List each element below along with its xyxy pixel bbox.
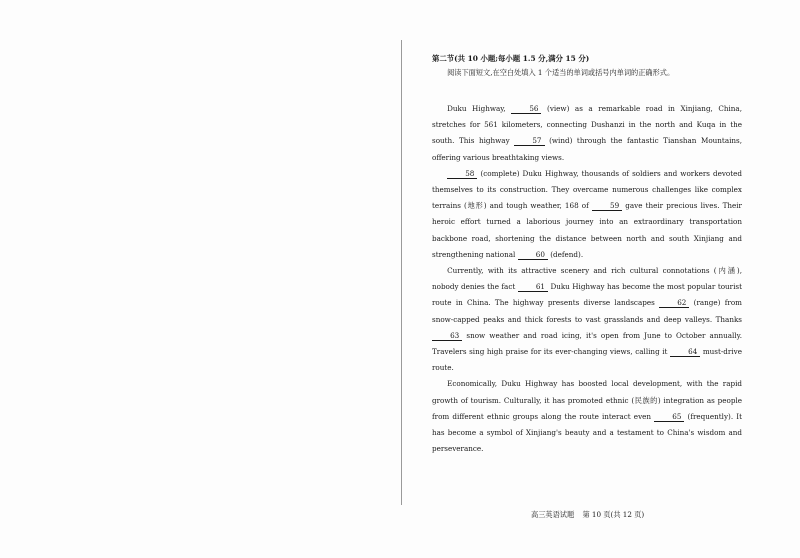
page-number: 第 10 页(共 12 页) bbox=[582, 510, 645, 519]
paragraph-text: gave their precious lives. Their heroic effort turned a laborious journey into an extraordinary transportation backbone road, shortening the distance between north and south Xinjiang and strengthening national bbox=[432, 201, 742, 259]
blank-63: 63 bbox=[432, 331, 462, 341]
passage-paragraph-1 bbox=[432, 101, 742, 166]
blank-56: 56 bbox=[511, 104, 541, 114]
paragraph-text: (defend). bbox=[550, 249, 584, 259]
exam-name: 高三英语试题 bbox=[531, 510, 575, 519]
paragraph-text: (view) as a remarkable road in Xinjiang, China, stretches for 561 kilometers, connecting Dushanzi in the north and Kuqa in the south. This highway bbox=[432, 104, 742, 146]
blank-58: 58 bbox=[447, 169, 477, 179]
section-two bbox=[432, 52, 742, 457]
blank-65: 65 bbox=[654, 412, 684, 422]
passage-paragraph-4 bbox=[432, 376, 742, 457]
passage-paragraph-3 bbox=[432, 263, 742, 376]
paragraph-text: Duku Highway, bbox=[447, 104, 506, 113]
paragraph-text: Duku Highway has become the most popular tourist route in China. The highway presents diverse landscapes bbox=[432, 282, 742, 308]
paragraph-text: (wind) through the fantastic Tianshan Mountains, offering various breathtaking views. bbox=[432, 136, 743, 162]
paragraph-text: (range) from snow-capped peaks and thick forests to vast grasslands and deep valleys. Thanks bbox=[432, 298, 742, 324]
section-title: 第二节(共 10 小题;每小题 1.5 分,满分 15 分) bbox=[432, 54, 590, 63]
paragraph-text: must-drive route. bbox=[432, 347, 742, 373]
paragraph-text: snow weather and road icing, it's open from June to October annually. Travelers sing high praise for its ever-changing views, calling it bbox=[432, 330, 742, 357]
paragraph-text: Economically, Duku Highway has boosted local development, with the rapid growth of tourism. Culturally, it has promoted ethnic (民族的) integration as people from different ethnic groups along the route interact even bbox=[432, 379, 742, 421]
blank-61: 61 bbox=[518, 282, 548, 292]
passage-paragraph-2 bbox=[432, 166, 742, 263]
paragraph-text: Currently, with its attractive scenery and rich cultural connotations (内涵), nobody denies the fact bbox=[432, 266, 742, 292]
blank-59: 59 bbox=[592, 201, 622, 211]
section-instructions: 阅读下面短文,在空白处填入 1 个适当的单词或括号内单词的正确形式。 bbox=[447, 68, 675, 77]
blank-62: 62 bbox=[659, 298, 689, 308]
blank-60: 60 bbox=[518, 250, 548, 260]
page-divider bbox=[401, 40, 402, 505]
blank-64: 64 bbox=[670, 347, 700, 357]
paragraph-text: (complete) Duku Highway, thousands of soldiers and workers devoted themselves to its construction. They overcame numerous challenges like complex terrains (地形) and tough weather, 168 of bbox=[432, 168, 742, 211]
paragraph-text: (frequently). It has become a symbol of Xinjiang's beauty and a testament to China's wisdom and perseverance. bbox=[432, 411, 742, 454]
blank-57: 57 bbox=[514, 136, 544, 146]
page-footer bbox=[531, 509, 650, 521]
